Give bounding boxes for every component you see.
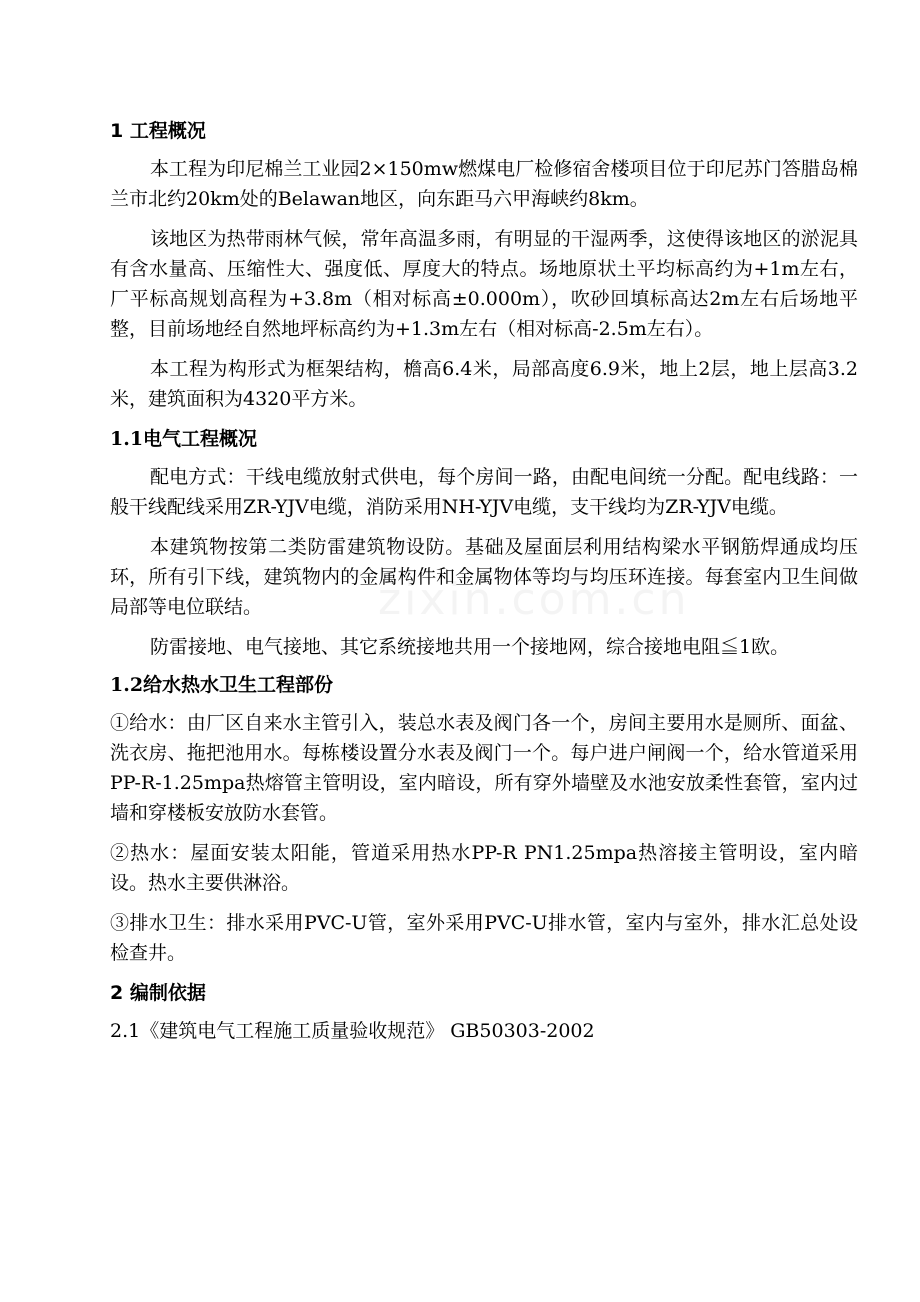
section-1-2-heading: 1.2给水热水卫生工程部份: [110, 674, 334, 696]
paragraph-power-distribution: 配电方式：干线电缆放射式供电，每个房间一路，由配电间统一分配。配电线路：一般干线配线采用ZR-YJV电缆，消防采用NH-YJV电缆，支干线均为ZR-YJV电缆。: [110, 466, 858, 518]
paragraph-hot-water: ②热水：屋面安装太阳能，管道采用热水PP-R PN1.25mpa热溶接主管明设，室内暗设。热水主要供淋浴。: [110, 842, 858, 894]
paragraph-structure: 本工程为构形式为框架结构，檐高6.4米，局部高度6.9米，地上2层，地上层高3.2米，建筑面积为4320平方米。: [110, 358, 858, 410]
section-2-heading: 2 编制依据: [110, 982, 206, 1004]
section-1-1-heading: 1.1电气工程概况: [110, 428, 258, 450]
paragraph-project-location: 本工程为印尼棉兰工业园2×150mw燃煤电厂检修宿舍楼项目位于印尼苏门答腊岛棉兰市北约20km处的Belawan地区，向东距马六甲海峡约8km。: [110, 158, 858, 210]
paragraph-water-supply: ①给水：由厂区自来水主管引入，装总水表及阀门各一个，房间主要用水是厕所、面盆、洗衣房、拖把池用水。每栋楼设置分水表及阀门一个。每户进户闸阀一个，给水管道采用PP-R-1.25mpa热熔管主管明设，室内暗设，所有穿外墙壁及水池安放柔性套管，室内过墙和穿楼板安放防水套管。: [110, 712, 858, 824]
document-page: [110, 116, 858, 1046]
paragraph-drainage: ③排水卫生：排水采用PVC-U管，室外采用PVC-U排水管，室内与室外，排水汇总处设检查井。: [110, 912, 858, 964]
paragraph-lightning-protection: 本建筑物按第二类防雷建筑物设防。基础及屋面层利用结构梁水平钢筋焊通成均压环，所有引下线，建筑物内的金属构件和金属物体等均与均压环连接。每套室内卫生间做局部等电位联结。: [110, 536, 858, 618]
paragraph-site-climate: 该地区为热带雨林气候，常年高温多雨，有明显的干湿两季，这使得该地区的淤泥具有含水量高、压缩性大、强度低、厚度大的特点。场地原状土平均标高约为+1m左右，厂平标高规划高程为+3.8m（相对标高±0.000m），吹砂回填标高达2m左右后场地平整，目前场地经自然地坪标高约为+1.3m左右（相对标高-2.5m左右）。: [110, 228, 858, 340]
section-1-heading: 1 工程概况: [110, 120, 206, 142]
paragraph-standard-reference: 2.1《建筑电气工程施工质量验收规范》 GB50303-2002: [110, 1020, 595, 1042]
paragraph-grounding: 防雷接地、电气接地、其它系统接地共用一个接地网，综合接地电阻≦1欧。: [150, 636, 790, 658]
watermark-text: zixin.com.cn: [378, 574, 690, 625]
